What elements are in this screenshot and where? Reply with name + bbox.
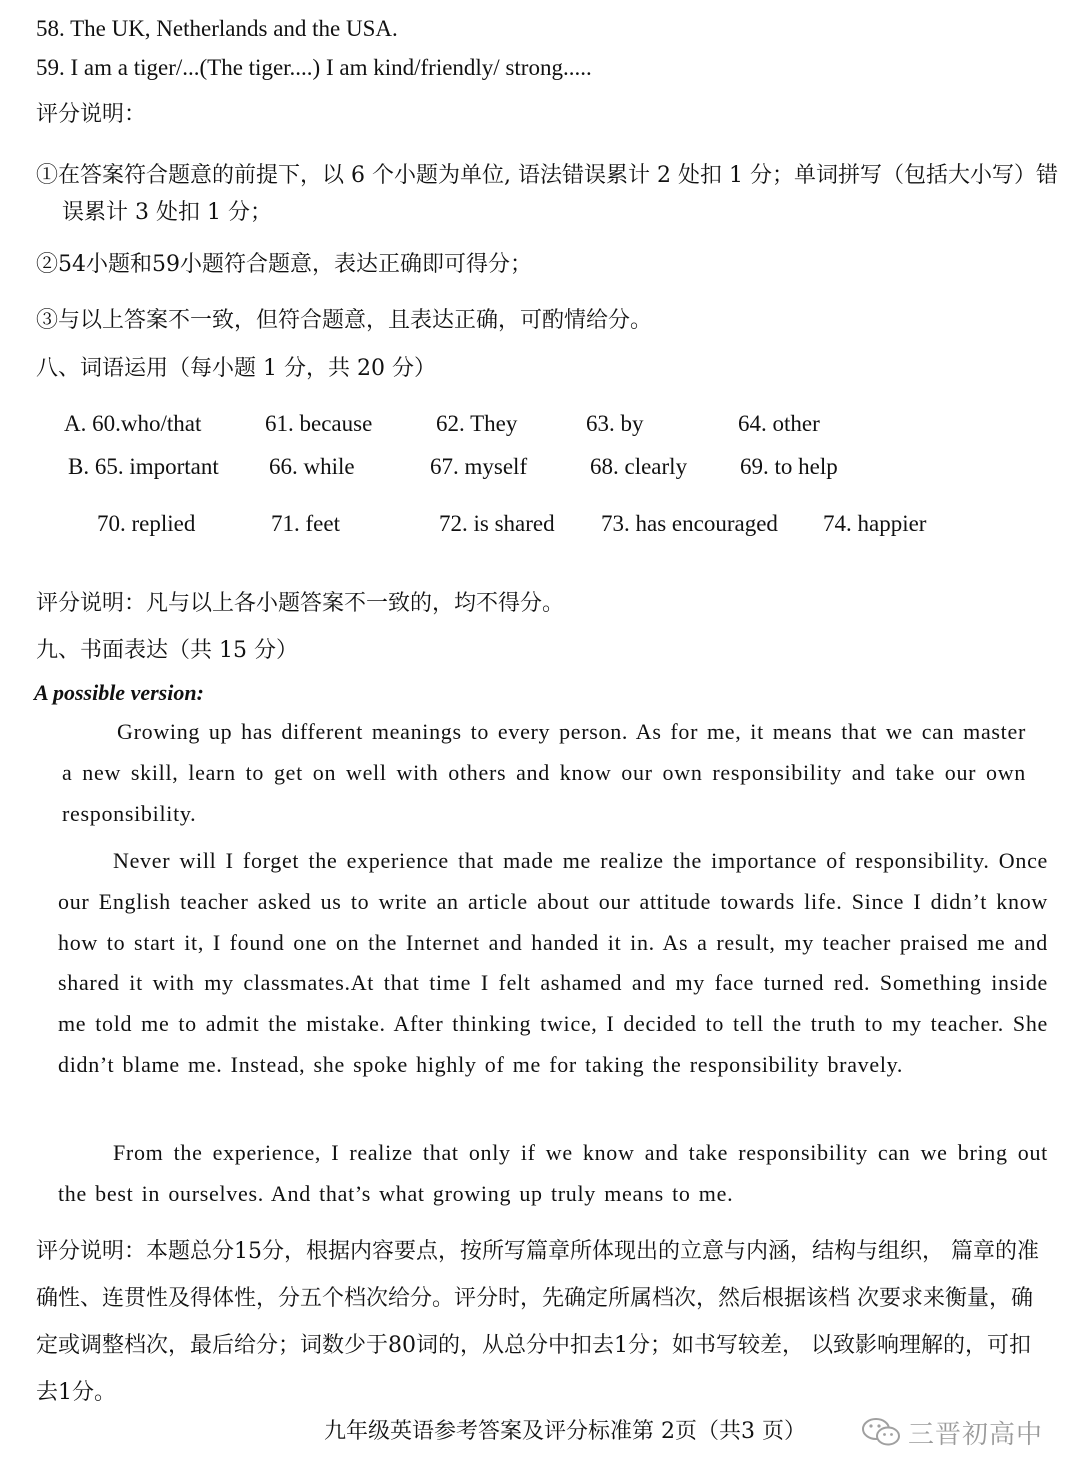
word-answer-65: B. 65. important: [68, 454, 219, 479]
watermark-text: 三晋初高中: [908, 1419, 1044, 1450]
word-answer-71: 71. feet: [271, 511, 340, 536]
word-answer-64: 64. other: [738, 411, 820, 436]
word-answer-60: A. 60.who/that: [64, 411, 202, 436]
scoring-note-1: ①在答案符合题意的前提下，以 6 个小题为单位, 语法错误累计 2 处扣 1 分；单词拼写（包括大小写）错误累计 3 处扣 1 分；: [36, 163, 1058, 225]
word-answer-70: 70. replied: [97, 511, 196, 536]
word-answer-69: 69. to help: [740, 454, 838, 479]
word-answer-72: 72. is shared: [439, 511, 555, 536]
version-label: A possible version:: [34, 680, 204, 705]
essay-paragraph-3: [58, 1133, 1048, 1215]
page-footer: 九年级英语参考答案及评分标准第 2页（共3 页）: [324, 1419, 806, 1444]
section9-heading: 九、书面表达（共 15 分）: [36, 638, 298, 663]
word-answer-61: 61. because: [265, 411, 373, 436]
wechat-icon: [860, 1415, 904, 1449]
answer-58: 58. The UK, Netherlands and the USA.: [36, 16, 398, 41]
essay-text-2: Never will I forget the experience that made me realize the importance of responsibility. Once our English teacher asked us to write an article about our attitude towards life. Since I didn’t know how to start it, I found one on the Internet and handed it in. As a result, my teacher praised me and shared it with my classmates.At that time I felt ashamed and my face turned red. Something inside me told me to admit the mistake. After thinking twice, I decided to tell the truth to my teacher. She didn’t blame me. Instead, she spoke highly of me for taking the responsibility bravely.: [58, 848, 1048, 1077]
scoring-note-2: ②54小题和59小题符合题意，表达正确即可得分；: [36, 252, 532, 277]
essay-text-1: Growing up has different meanings to every person. As for me, it means that we can master a new skill, learn to get on well with others and know our own responsibility and take our own responsibility.: [62, 719, 1026, 826]
scoring-label: 评分说明：: [36, 102, 147, 127]
word-answer-66: 66. while: [269, 454, 355, 479]
word-answer-67: 67. myself: [430, 454, 528, 479]
word-answer-62: 62. They: [436, 411, 518, 436]
section8-note: 评分说明：凡与以上各小题答案不一致的，均不得分。: [36, 591, 565, 616]
section8-heading: 八、词语运用（每小题 1 分，共 20 分）: [36, 356, 436, 381]
essay-text-3: From the experience, I realize that only if we know and take responsibility can we bring out the best in ourselves. And that’s what growing up truly means to me.: [58, 1140, 1048, 1206]
watermark: [860, 1412, 1043, 1452]
word-answer-68: 68. clearly: [590, 454, 688, 479]
scoring-note-3: ③与以上答案不一致，但符合题意，且表达正确，可酌情给分。: [36, 308, 653, 333]
word-answer-73: 73. has encouraged: [601, 511, 778, 536]
word-answer-74: 74. happier: [823, 511, 927, 536]
section9-note: 评分说明：本题总分15分，根据内容要点，按所写篇章所体现出的立意与内涵，结构与组织， 篇章的准确性、连贯性及得体性，分五个档次给分。评分时，先确定所属档次，然后根据该档 次要求来衡量，确定或调整档次，最后给分；词数少于80词的，从总分中扣去1分；如书写较差， 以致影响理解的，可扣去1分。: [36, 1239, 1039, 1405]
answer-59: 59. I am a tiger/...(The tiger....) I am kind/friendly/ strong.....: [36, 55, 592, 80]
essay-paragraph-1: [62, 712, 1026, 834]
word-answer-63: 63. by: [586, 411, 644, 436]
essay-paragraph-2: [58, 841, 1048, 1086]
